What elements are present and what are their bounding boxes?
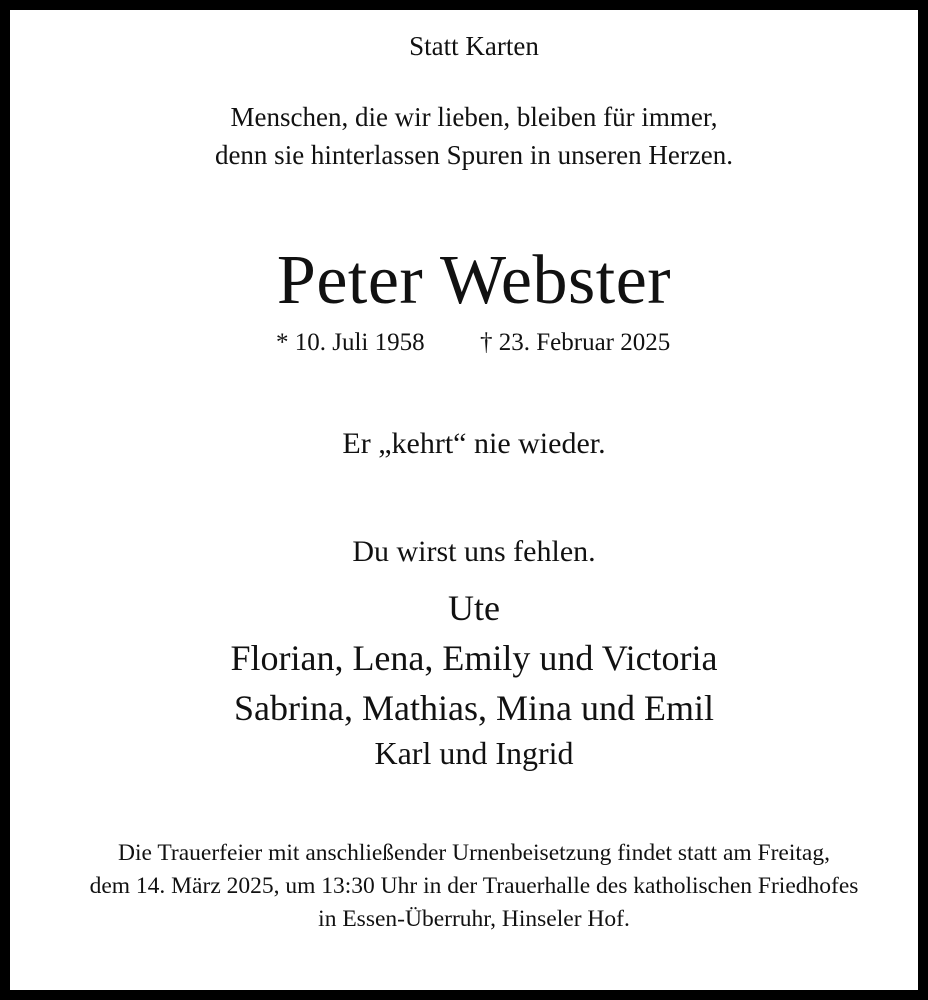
mourner-line: Karl und Ingrid: [374, 735, 574, 771]
service-line-1: Die Trauerfeier mit anschließender Urnenbeisetzung findet statt am Freitag,: [118, 840, 830, 866]
mourner-line: Ute: [448, 588, 500, 628]
mourners-list: [10, 590, 928, 777]
service-line-2: dem 14. März 2025, um 13:30 Uhr in der Trauerhalle des katholischen Friedhofes: [89, 873, 859, 899]
notice-header: Statt Karten: [409, 31, 539, 61]
deceased-name: Peter Webster: [276, 242, 672, 319]
service-details: [10, 842, 928, 941]
farewell-line: Du wirst uns fehlen.: [352, 535, 596, 568]
motto-line-2: denn sie hinterlassen Spuren in unseren Herzen.: [214, 140, 734, 170]
service-line-3: in Essen-Überruhr, Hinseler Hof.: [318, 906, 630, 932]
mourner-line: Florian, Lena, Emily und Victoria: [230, 638, 718, 678]
death-date: † 23. Februar 2025: [480, 329, 671, 356]
mourner-line: Sabrina, Mathias, Mina und Emil: [234, 688, 714, 728]
memorial-quote: Er „kehrt“ nie wieder.: [342, 427, 606, 460]
motto-line-1: Menschen, die wir lieben, bleiben für immer,: [230, 102, 718, 132]
birth-date: * 10. Juli 1958: [276, 329, 425, 356]
